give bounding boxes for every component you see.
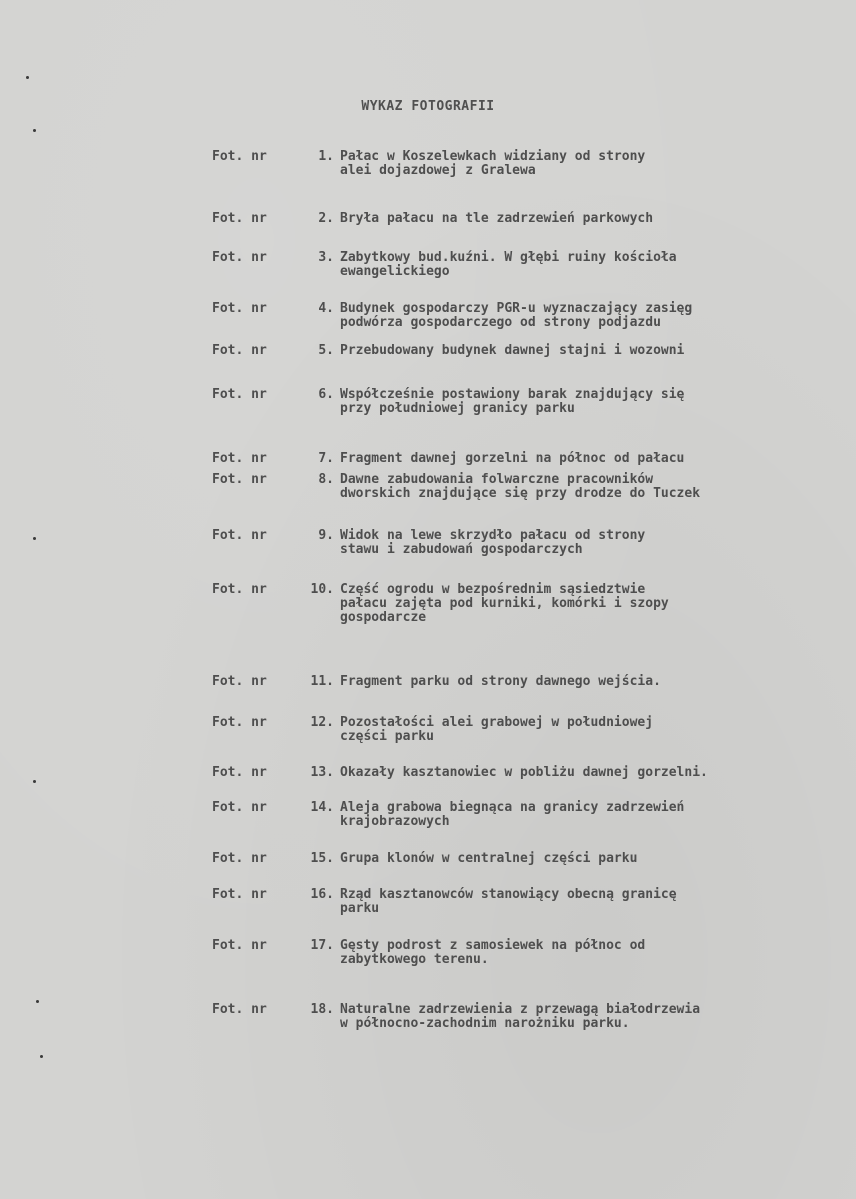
photo-number: 2. [318, 211, 334, 226]
photo-description: Fragment dawnej gorzelni na północ od pałacu [340, 451, 685, 466]
photo-description: Część ogrodu w bezpośrednim sąsiedztwie pałacu zajęta pod kurniki, komórki i szopy gospodarcze [340, 582, 669, 625]
photo-label: Fot. nr [212, 715, 267, 730]
photo-description: Widok na lewe skrzydło pałacu od strony stawu i zabudowań gospodarczych [340, 528, 646, 557]
photo-description: Budynek gospodarczy PGR-u wyznaczający zasięg podwórza gospodarczego od strony podjazdu [340, 301, 693, 330]
photo-label: Fot. nr [212, 250, 267, 265]
photo-description: Naturalne zadrzewienia z przewagą białodrzewia w północno-zachodnim narożniku parku. [340, 1002, 701, 1031]
photo-label: Fot. nr [212, 1002, 267, 1017]
photo-label: Fot. nr [212, 887, 267, 902]
photo-label: Fot. nr [212, 451, 267, 466]
photo-description: Gęsty podrost z samosiewek na północ od zabytkowego terenu. [340, 938, 646, 967]
photo-number: 9. [318, 528, 334, 543]
margin-dot [33, 129, 36, 132]
photo-description: Aleja grabowa biegnąca na granicy zadrzewień krajobrazowych [340, 800, 685, 829]
photo-label: Fot. nr [212, 851, 267, 866]
photo-label: Fot. nr [212, 938, 267, 953]
photo-description: Zabytkowy bud.kuźni. W głębi ruiny kościoła ewangelickiego [340, 250, 677, 279]
photo-number: 16. [310, 887, 334, 902]
photo-number: 10. [310, 582, 334, 597]
photo-description: Dawne zabudowania folwarczne pracowników dworskich znajdujące się przy drodze do Tuczek [340, 472, 701, 501]
photo-number: 11. [310, 674, 334, 689]
photo-description: Rząd kasztanowców stanowiący obecną granicę parku [340, 887, 677, 916]
photo-label: Fot. nr [212, 528, 267, 543]
photo-description: Pozostałości alei grabowej w południowej części parku [340, 715, 654, 744]
photo-description: Przebudowany budynek dawnej stajni i wozowni [340, 343, 685, 358]
photo-description: Okazały kasztanowiec w pobliżu dawnej gorzelni. [340, 765, 708, 780]
photo-number: 5. [318, 343, 334, 358]
photo-label: Fot. nr [212, 343, 267, 358]
photo-label: Fot. nr [212, 149, 267, 164]
photo-description: Fragment parku od strony dawnego wejścia. [340, 674, 661, 689]
photo-number: 6. [318, 387, 334, 402]
photo-number: 8. [318, 472, 334, 487]
photo-description: Współcześnie postawiony barak znajdujący się przy południowej granicy parku [340, 387, 685, 416]
photo-label: Fot. nr [212, 387, 267, 402]
photo-number: 4. [318, 301, 334, 316]
photo-number: 14. [310, 800, 334, 815]
photo-label: Fot. nr [212, 472, 267, 487]
margin-dot [33, 780, 36, 783]
photo-number: 15. [310, 851, 334, 866]
photo-label: Fot. nr [212, 301, 267, 316]
photo-number: 1. [318, 149, 334, 164]
photo-number: 18. [310, 1002, 334, 1017]
photo-label: Fot. nr [212, 765, 267, 780]
margin-dot [40, 1055, 43, 1058]
photo-description: Bryła pałacu na tle zadrzewień parkowych [340, 211, 654, 226]
photo-label: Fot. nr [212, 582, 267, 597]
document-title: WYKAZ FOTOGRAFII [361, 99, 495, 114]
margin-dot [33, 537, 36, 540]
photo-number: 17. [310, 938, 334, 953]
margin-dot [26, 76, 29, 79]
photo-number: 7. [318, 451, 334, 466]
photo-number: 12. [310, 715, 334, 730]
photo-number: 13. [310, 765, 334, 780]
photo-label: Fot. nr [212, 800, 267, 815]
photo-description: Grupa klonów w centralnej części parku [340, 851, 638, 866]
photo-label: Fot. nr [212, 211, 267, 226]
photo-description: Pałac w Koszelewkach widziany od strony alei dojazdowej z Gralewa [340, 149, 646, 178]
photo-number: 3. [318, 250, 334, 265]
photo-label: Fot. nr [212, 674, 267, 689]
margin-dot [36, 1000, 39, 1003]
